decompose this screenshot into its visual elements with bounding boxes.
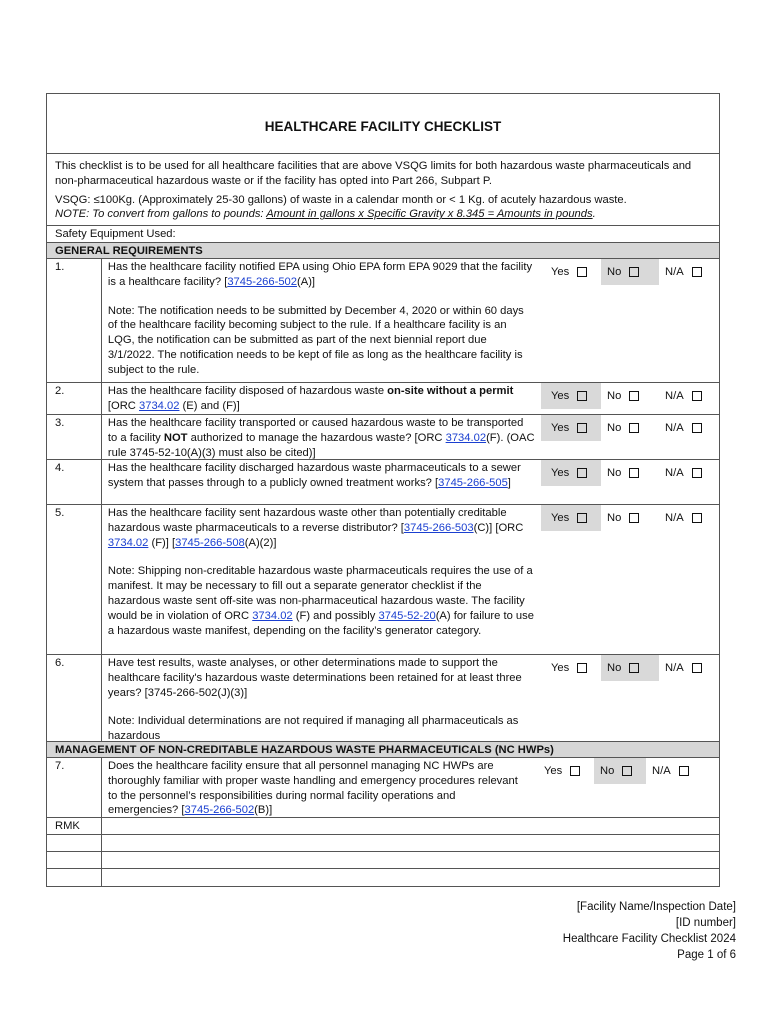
item-number: 6.	[47, 655, 102, 741]
yes-checkbox[interactable]	[577, 663, 587, 673]
conversion-note: NOTE: To convert from gallons to pounds: Amount in gallons x Specific Gravity x 8.345 = Amounts in pounds.	[55, 208, 596, 221]
yes-option[interactable]: Yes	[534, 758, 594, 784]
remarks-row[interactable]	[47, 835, 719, 852]
page-footer	[563, 900, 736, 963]
na-checkbox[interactable]	[692, 423, 702, 433]
na-option[interactable]: N/A	[659, 460, 719, 486]
item-number: 7.	[47, 758, 102, 817]
checklist-row	[47, 259, 719, 383]
no-checkbox[interactable]	[629, 391, 639, 401]
item-number: 1.	[47, 259, 102, 382]
na-option[interactable]: N/A	[659, 415, 719, 441]
answer-options	[534, 758, 719, 817]
item-question: Has the healthcare facility disposed of hazardous waste on-site without a permit [ORC 3734.02 (E) and (F)]	[107, 385, 514, 412]
section-nc-hwps: MANAGEMENT OF NON-CREDITABLE HAZARDOUS WASTE PHARMACEUTICALS (NC HWPs)	[47, 742, 719, 758]
remarks-field[interactable]	[102, 818, 719, 834]
rule-link[interactable]: 3745-266-502	[227, 275, 297, 288]
remarks-row[interactable]	[47, 869, 719, 886]
answer-options	[541, 383, 719, 414]
no-checkbox[interactable]	[622, 766, 632, 776]
no-option[interactable]: No	[601, 505, 659, 531]
rule-link[interactable]: 3734.02	[139, 399, 180, 412]
yes-option[interactable]: Yes	[541, 505, 601, 531]
checklist-row	[47, 655, 719, 742]
item-note: Note: The notification needs to be submitted by December 4, 2020 or within 60 days of the healthcare facility becoming subject to the rule. If a healthcare facility is an LQG, the notification can be submitted as part of the next biennial report due 3/1/2022. The notification needs to be kept of file as long as the healthcare facility is subject to the rule.	[107, 304, 524, 376]
answer-options	[541, 655, 719, 741]
item-question: Has the healthcare facility discharged hazardous waste pharmaceuticals to a sewer system that passes through to a publicly owned treatment works? [3745-266-505]	[107, 462, 521, 489]
no-option[interactable]: No	[601, 383, 659, 409]
no-checkbox[interactable]	[629, 513, 639, 523]
na-option[interactable]: N/A	[646, 758, 706, 784]
checklist-row	[47, 383, 719, 415]
na-checkbox[interactable]	[692, 391, 702, 401]
intro-paragraph: This checklist is to be used for all healthcare facilities that are above VSQG limits for both hazardous waste pharmaceuticals and non-pharmaceutical hazardous waste or if the facility has opted into Part 266, Subpart P.	[55, 160, 692, 187]
yes-option[interactable]: Yes	[541, 655, 601, 681]
answer-options	[541, 505, 719, 654]
remarks-row[interactable]	[47, 852, 719, 869]
safety-equipment-field[interactable]: Safety Equipment Used:	[47, 226, 719, 243]
no-option[interactable]: No	[594, 758, 646, 784]
rule-link[interactable]: 3745-266-503	[403, 521, 474, 534]
footer-facility-date: [Facility Name/Inspection Date]	[576, 901, 736, 913]
item-number: 4.	[47, 460, 102, 504]
no-option[interactable]: No	[601, 460, 659, 486]
yes-option[interactable]: Yes	[541, 383, 601, 409]
na-checkbox[interactable]	[692, 663, 702, 673]
no-checkbox[interactable]	[629, 423, 639, 433]
item-question: Has the healthcare facility sent hazardous waste other than potentially creditable hazardous waste pharmaceuticals to a reverse distributor? [3745-266-503(C)] [ORC 3734.02 (F)] [3745-266-508(A)(2)] Note: Shipping non-creditable hazardous waste pharmaceuticals requires the use of a manifest. It may be necessary to fill out a separate generator checklist if the hazardous waste sent off-site was non-pharmaceutical hazardous waste. The facility would be in violation of ORC 3734.02 (F) and possibly 3745-52-20(A) for failure to use a hazardous waste manifest, depending on the facility’s generator category.	[107, 507, 534, 637]
remarks-field[interactable]	[102, 869, 719, 886]
yes-checkbox[interactable]	[577, 513, 587, 523]
section-general-requirements: GENERAL REQUIREMENTS	[47, 243, 719, 259]
na-option[interactable]: N/A	[659, 383, 719, 409]
na-checkbox[interactable]	[692, 267, 702, 277]
item-question: Has the healthcare facility transported or caused hazardous waste to be transported to a facility NOT authorized to manage the hazardous waste? [ORC 3734.02(F). (OAC rule 3745-52-10(A)(3) must also be cited)]	[107, 417, 535, 459]
yes-checkbox[interactable]	[577, 468, 587, 478]
no-checkbox[interactable]	[629, 468, 639, 478]
na-checkbox[interactable]	[692, 468, 702, 478]
rule-link[interactable]: 3745-52-20	[378, 609, 436, 622]
answer-options	[541, 415, 719, 459]
yes-option[interactable]: Yes	[541, 415, 601, 441]
no-option[interactable]: No	[601, 415, 659, 441]
na-option[interactable]: N/A	[659, 259, 719, 285]
yes-option[interactable]: Yes	[541, 460, 601, 486]
yes-checkbox[interactable]	[577, 267, 587, 277]
checklist-row	[47, 460, 719, 505]
checklist-row	[47, 415, 719, 460]
remarks-field[interactable]	[102, 835, 719, 851]
yes-option[interactable]: Yes	[541, 259, 601, 285]
remarks-row[interactable]	[47, 818, 719, 835]
item-question: Does the healthcare facility ensure that all personnel managing NC HWPs are thoroughly familiar with proper waste handling and emergency procedures relevant to the personnel’s responsibilities during normal facility operations and emergencies? [3745-266-502(B)]	[108, 760, 518, 817]
yes-checkbox[interactable]	[570, 766, 580, 776]
footer-page-number: Page 1 of 6	[677, 948, 736, 961]
intro-block	[47, 154, 719, 226]
item-question: Have test results, waste analyses, or other determinations made to support the healthcare facility's hazardous waste determinations been retained for at least three years? [3745-266-502(J)(3)] Note: Individual determinations are not required if managing all pharmaceuticals as hazardous	[102, 655, 541, 741]
item-number: 5.	[47, 505, 102, 654]
no-option[interactable]: No	[601, 259, 659, 285]
no-checkbox[interactable]	[629, 267, 639, 277]
remarks-label: RMK	[47, 818, 102, 834]
na-checkbox[interactable]	[679, 766, 689, 776]
checklist-row	[47, 505, 719, 655]
rule-link[interactable]: 3745-266-508	[175, 536, 245, 549]
page-title: HEALTHCARE FACILITY CHECKLIST	[47, 94, 719, 154]
na-option[interactable]: N/A	[659, 505, 719, 531]
rule-link[interactable]: 3734.02	[445, 431, 487, 444]
item-note: Note: Individual determinations are not required if managing all pharmaceuticals as hazardous	[107, 715, 519, 743]
footer-doc-title: Healthcare Facility Checklist 2024	[562, 932, 736, 945]
rule-link[interactable]: 3745-266-505	[438, 476, 508, 489]
footer-id-number: [ID number]	[675, 916, 736, 929]
rule-link[interactable]: 3745-266-502	[184, 804, 255, 817]
item-question: Has the healthcare facility notified EPA using Ohio EPA form EPA 9029 that the facility is a healthcare facility? [3745-266-502(A)] Note: The notification needs to be submitted by December 4, 2020 or within 60 days of the healthcare facility becoming subject to the rule. If a healthcare facility is an LQG, the notification can be submitted as part of the next biennial report due 3/1/2022. The notification needs to be kept of file as long as the healthcare facility is subject to the rule.	[102, 259, 541, 382]
conversion-formula: Amount in gallons x Specific Gravity x 8.345 = Amounts in pounds	[266, 208, 593, 221]
rule-link[interactable]: 3734.02	[252, 609, 293, 622]
item-note: Note: Shipping non-creditable hazardous waste pharmaceuticals requires the use of a manifest. It may be necessary to fill out a separate generator checklist if the hazardous waste sent off-site was non-pharmaceutical hazardous waste. The facility would be in violation of ORC 3734.02 (F) and possibly 3745-52-20(A) for failure to use a hazardous waste manifest, depending on the facility’s generator category.	[107, 565, 534, 637]
na-checkbox[interactable]	[692, 513, 702, 523]
item-number: 3.	[47, 415, 102, 459]
answer-options	[541, 460, 719, 504]
item-number: 2.	[47, 383, 102, 414]
no-option[interactable]: No	[601, 655, 659, 681]
vsqg-definition: VSQG: ≤100Kg. (Approximately 25-30 gallons) of waste in a calendar month or < 1 Kg. of acutely hazardous waste.	[55, 193, 627, 206]
checklist-row	[47, 758, 719, 818]
yes-checkbox[interactable]	[577, 423, 587, 433]
no-checkbox[interactable]	[629, 663, 639, 673]
answer-options	[541, 259, 719, 382]
yes-checkbox[interactable]	[577, 391, 587, 401]
na-option[interactable]: N/A	[659, 655, 719, 681]
checklist-table	[46, 93, 720, 887]
remarks-field[interactable]	[102, 852, 719, 868]
rule-link[interactable]: 3734.02	[107, 536, 149, 549]
